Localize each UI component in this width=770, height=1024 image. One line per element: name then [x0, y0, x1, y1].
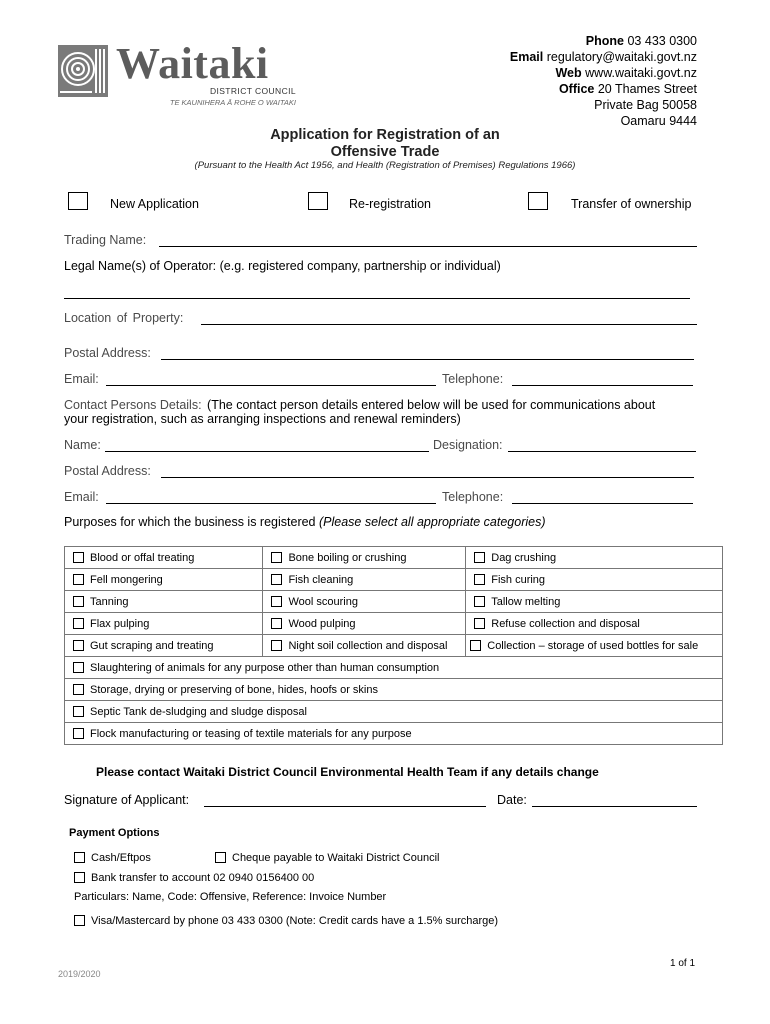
purpose-label: Fell mongering: [90, 573, 163, 586]
logo-wordmark: Waitaki: [116, 39, 269, 88]
telephone-label: Telephone:: [442, 372, 504, 386]
purpose-cell[interactable]: [65, 679, 723, 701]
logo-maori-name: TE KAUNIHERA Ā ROHE O WAITAKI: [169, 98, 296, 107]
purpose-label: Tanning: [90, 595, 129, 608]
email-label: Email:: [64, 372, 99, 386]
checkbox[interactable]: [470, 640, 481, 651]
table-row: [65, 701, 723, 723]
footer-year: 2019/2020: [58, 969, 101, 979]
purpose-label: Fish cleaning: [288, 573, 354, 586]
checkbox[interactable]: [73, 684, 84, 695]
purpose-label: Night soil collection and disposal: [288, 639, 448, 652]
transfer-ownership-label: Transfer of ownership: [571, 197, 692, 211]
purpose-cell[interactable]: [65, 613, 263, 635]
contact-postal-label: Postal Address:: [64, 464, 151, 478]
purpose-label: Blood or offal treating: [90, 551, 195, 564]
contact-persons-note-2: your registration, such as arranging inspections and renewal reminders): [64, 412, 461, 426]
checkbox[interactable]: [73, 596, 84, 607]
checkbox[interactable]: [271, 574, 282, 585]
purpose-cell[interactable]: [466, 613, 723, 635]
re-registration-label: Re-registration: [349, 197, 431, 211]
purpose-cell[interactable]: [263, 591, 466, 613]
contact-persons-label: Contact Persons Details:: [64, 398, 202, 412]
purpose-cell[interactable]: [65, 701, 723, 723]
table-row: [65, 547, 723, 569]
location-label: Location of Property:: [64, 311, 184, 325]
checkbox[interactable]: [73, 706, 84, 717]
contact-email-field[interactable]: [106, 503, 436, 504]
table-row: [65, 635, 723, 657]
cheque-option[interactable]: [215, 848, 439, 866]
re-registration-checkbox[interactable]: [308, 192, 328, 210]
trading-name-field[interactable]: [159, 246, 697, 247]
purposes-table: [64, 546, 723, 745]
checkbox[interactable]: [73, 552, 84, 563]
card-checkbox[interactable]: [74, 915, 85, 926]
checkbox[interactable]: [271, 596, 282, 607]
designation-label: Designation:: [433, 438, 503, 452]
purpose-cell[interactable]: [65, 569, 263, 591]
table-row: [65, 657, 723, 679]
address-line-2: Oamaru 9444: [620, 114, 697, 128]
checkbox[interactable]: [474, 574, 485, 585]
card-label: Visa/Mastercard by phone 03 433 0300 (Note: Credit cards have a 1.5% surcharge): [91, 915, 499, 927]
form-title-line2: Offensive Trade: [330, 144, 440, 160]
new-application-checkbox[interactable]: [68, 192, 88, 210]
form-title-line1: Application for Registration of an: [270, 127, 500, 143]
contact-name-field[interactable]: [105, 451, 429, 452]
web-label: Web: [555, 66, 582, 80]
logo-subtitle: DISTRICT COUNCIL: [209, 86, 296, 96]
council-emblem-icon: [58, 45, 108, 97]
checkbox[interactable]: [73, 640, 84, 651]
checkbox[interactable]: [73, 662, 84, 673]
date-label: Date:: [497, 793, 527, 807]
purpose-cell[interactable]: [466, 591, 723, 613]
purpose-label: Refuse collection and disposal: [491, 617, 640, 630]
office-label: Office: [558, 82, 595, 96]
checkbox[interactable]: [271, 640, 282, 651]
bank-label: Bank transfer to account 02 0940 0156400 00: [91, 872, 315, 884]
new-application-label: New Application: [110, 197, 199, 211]
checkbox[interactable]: [474, 552, 485, 563]
purpose-cell[interactable]: [466, 635, 723, 657]
purpose-label: Flock manufacturing or teasing of textile materials for any purpose: [90, 727, 412, 740]
date-field[interactable]: [532, 806, 697, 807]
purpose-cell[interactable]: [263, 569, 466, 591]
purpose-label: Storage, drying or preserving of bone, hides, hoofs or skins: [90, 683, 378, 696]
legal-names-label: Legal Name(s) of Operator: (e.g. registered company, partnership or individual): [64, 259, 501, 273]
checkbox[interactable]: [271, 552, 282, 563]
contact-name-label: Name:: [64, 438, 101, 452]
contact-persons-note: (The contact person details entered below will be used for communications about: [207, 398, 656, 412]
cash-label: Cash/Eftpos: [91, 852, 151, 864]
particulars-text: Particulars: Name, Code: Offensive, Reference: Invoice Number: [74, 891, 387, 903]
phone-value: 03 433 0300: [627, 34, 697, 48]
signature-field[interactable]: [204, 806, 486, 807]
purposes-label: Purposes for which the business is registered: [64, 515, 316, 529]
purpose-cell[interactable]: [466, 569, 723, 591]
email-value: regulatory@waitaki.govt.nz: [546, 50, 697, 64]
cheque-label: Cheque payable to Waitaki District Council: [232, 852, 440, 864]
cash-option[interactable]: [74, 848, 151, 866]
bank-checkbox[interactable]: [74, 872, 85, 883]
purpose-label: Fish curing: [491, 573, 546, 586]
purpose-cell[interactable]: [65, 591, 263, 613]
contact-email-label: Email:: [64, 490, 99, 504]
form-subtitle: (Pursuant to the Health Act 1956, and Health (Registration of Premises) Regulations 1966): [194, 160, 576, 171]
purpose-label: Bone boiling or crushing: [288, 551, 407, 564]
legal-names-field[interactable]: [64, 298, 690, 299]
payment-heading: Payment Options: [69, 827, 160, 839]
designation-field[interactable]: [508, 451, 696, 452]
office-value: 20 Thames Street: [597, 82, 697, 96]
email-field[interactable]: [106, 385, 436, 386]
purpose-cell[interactable]: [263, 613, 466, 635]
purpose-cell[interactable]: [263, 635, 466, 657]
signature-label: Signature of Applicant:: [64, 793, 190, 807]
purpose-label: Septic Tank de-sludging and sludge disposal: [90, 705, 307, 718]
contact-telephone-field[interactable]: [512, 503, 693, 504]
purposes-note: (Please select all appropriate categories): [319, 515, 546, 529]
page-number: 1 of 1: [670, 958, 696, 969]
purpose-label: Wood pulping: [288, 617, 356, 630]
phone-label: Phone: [585, 34, 624, 48]
checkbox[interactable]: [474, 596, 485, 607]
purpose-cell[interactable]: [65, 657, 723, 679]
bank-option[interactable]: [74, 868, 314, 886]
cheque-checkbox[interactable]: [215, 852, 226, 863]
transfer-ownership-checkbox[interactable]: [528, 192, 548, 210]
change-notice: Please contact Waitaki District Council Environmental Health Team if any details change: [96, 765, 599, 779]
cash-checkbox[interactable]: [74, 852, 85, 863]
web-value: www.waitaki.govt.nz: [585, 66, 697, 80]
purpose-cell[interactable]: [263, 547, 466, 569]
checkbox[interactable]: [73, 574, 84, 585]
purpose-cell[interactable]: [65, 723, 723, 745]
purposes-heading: [64, 515, 546, 529]
purpose-cell[interactable]: [65, 547, 263, 569]
purpose-label: Slaughtering of animals for any purpose other than human consumption: [90, 661, 440, 674]
contact-block: [510, 33, 697, 129]
checkbox[interactable]: [271, 618, 282, 629]
postal-address-label: Postal Address:: [64, 346, 151, 360]
purpose-cell[interactable]: [466, 547, 723, 569]
table-row: [65, 569, 723, 591]
table-row: [65, 591, 723, 613]
purpose-label: Wool scouring: [288, 595, 358, 608]
contact-telephone-label: Telephone:: [442, 490, 504, 504]
purpose-label: Gut scraping and treating: [90, 639, 214, 652]
contact-postal-field[interactable]: [161, 477, 694, 478]
trading-name-label: Trading Name:: [64, 233, 147, 247]
purpose-label: Dag crushing: [491, 551, 557, 564]
location-field[interactable]: [201, 324, 697, 325]
table-row: [65, 723, 723, 745]
purpose-label: Flax pulping: [90, 617, 150, 630]
card-option[interactable]: [74, 911, 498, 929]
table-row: [65, 613, 723, 635]
table-row: [65, 679, 723, 701]
telephone-field[interactable]: [512, 385, 693, 386]
address-line-1: Private Bag 50058: [594, 98, 697, 112]
checkbox[interactable]: [474, 618, 485, 629]
email-label: Email: [509, 50, 544, 64]
purpose-label: Collection – storage of used bottles for sale: [487, 639, 699, 652]
checkbox[interactable]: [73, 728, 84, 739]
purpose-label: Tallow melting: [491, 595, 561, 608]
checkbox[interactable]: [73, 618, 84, 629]
purpose-cell[interactable]: [65, 635, 263, 657]
postal-address-field[interactable]: [161, 359, 694, 360]
contact-persons-heading: [64, 398, 655, 412]
